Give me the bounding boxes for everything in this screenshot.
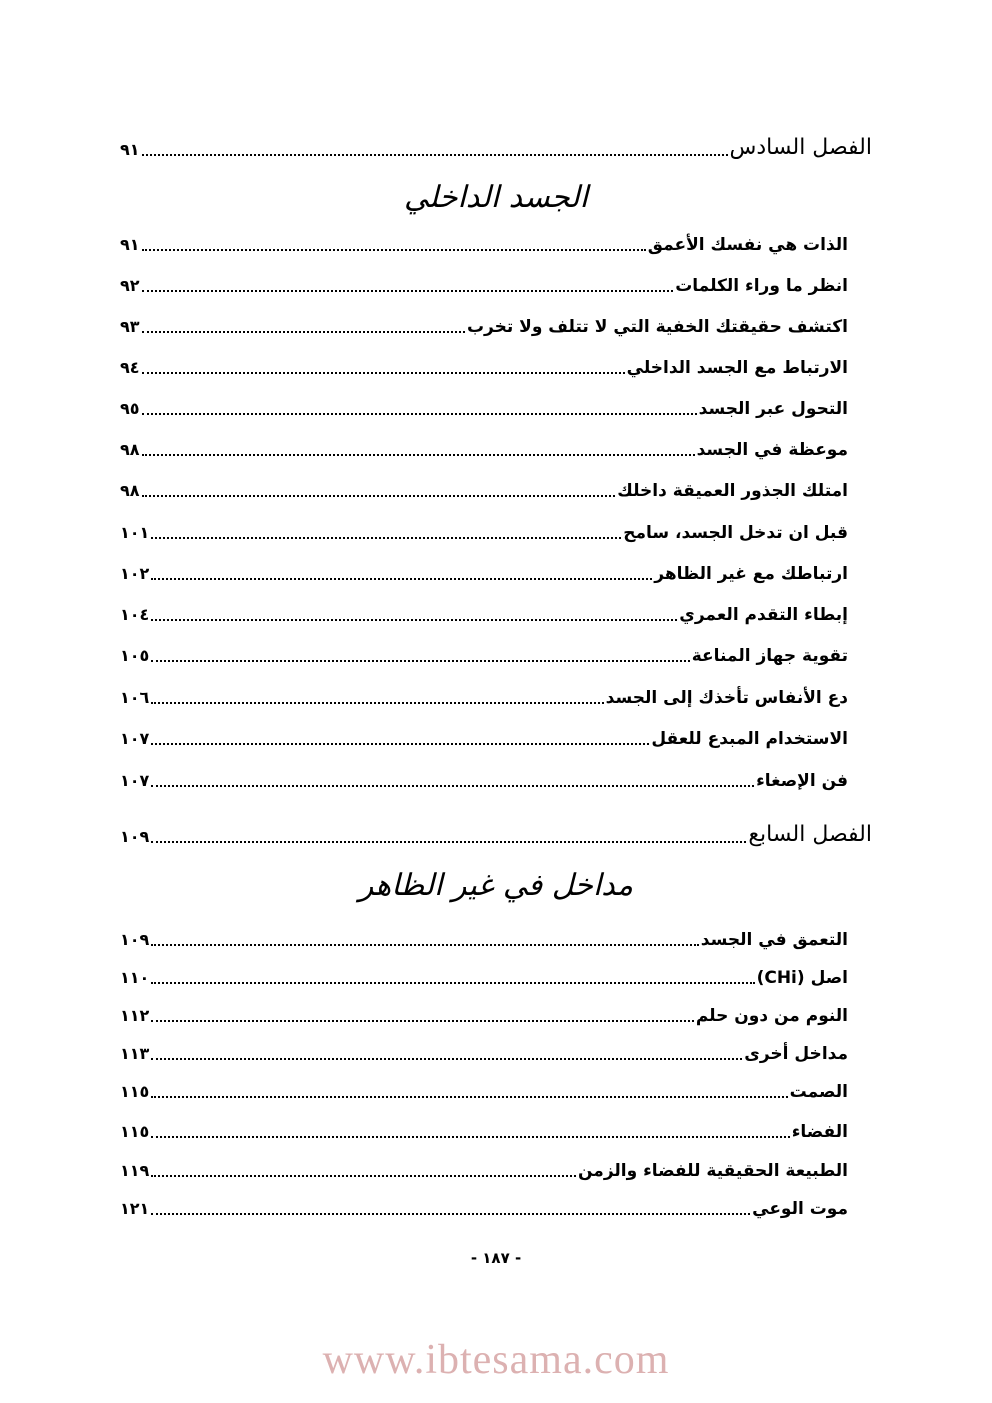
entry-page: ١٠٥ — [120, 646, 150, 665]
entry-title: فن الإصغاء — [756, 771, 848, 791]
dot-leader — [151, 536, 621, 539]
entry-page: ٩٢ — [120, 276, 140, 295]
entry-title: موعظة في الجسد — [696, 440, 848, 460]
chapter-6-heading: الجسد الداخلي — [404, 180, 588, 215]
entry-title: الصمت — [789, 1082, 848, 1102]
chapter-6-page: ٩١ — [120, 140, 140, 159]
entry-page: ١٠٢ — [120, 564, 150, 583]
entry-title: اصل (CHi) — [756, 968, 848, 988]
dot-leader — [151, 1174, 576, 1177]
entry-title: إبطاء التقدم العمري — [679, 605, 848, 625]
toc-entry — [120, 308, 848, 338]
toc-entry — [120, 1190, 848, 1220]
entry-title: النوم من دون حلم — [695, 1006, 848, 1026]
dot-leader — [142, 412, 697, 415]
entry-page: ١٠٤ — [120, 605, 150, 624]
entry-title: الطبيعة الحقيقية للفضاء والزمن — [578, 1161, 848, 1181]
toc-entry — [120, 637, 848, 667]
entry-page: ١٢١ — [120, 1199, 150, 1218]
entry-page: ١٠٧ — [120, 771, 150, 790]
dot-leader — [142, 371, 625, 374]
dot-leader — [151, 1019, 694, 1022]
dot-leader — [142, 453, 695, 456]
entry-title: اكتشف حقيقتك الخفية التي لا تتلف ولا تخرب — [466, 317, 848, 337]
dot-leader — [151, 1135, 789, 1138]
toc-entry — [120, 921, 848, 951]
dot-leader — [151, 618, 677, 621]
dot-leader — [151, 1212, 750, 1215]
entry-page: ٩١ — [120, 235, 140, 254]
chapter-7-page: ١٠٩ — [120, 827, 150, 846]
dot-leader — [142, 494, 616, 497]
toc-entry — [120, 762, 848, 792]
toc-entry — [120, 1073, 848, 1103]
toc-entry — [120, 349, 848, 379]
toc-entry — [120, 720, 848, 750]
toc-entry — [120, 596, 848, 626]
entry-page: ١١٥ — [120, 1082, 150, 1101]
entry-title: دع الأنفاس تأخذك إلى الجسد — [605, 688, 848, 708]
dot-leader — [142, 153, 728, 156]
entry-title: الاستخدام المبدع للعقل — [651, 729, 848, 749]
dot-leader — [151, 1095, 787, 1098]
entry-page: ٩٣ — [120, 317, 140, 336]
entry-page: ٩٨ — [120, 440, 140, 459]
entry-title: الارتباط مع الجسد الداخلي — [626, 358, 848, 378]
entry-title: ارتباطك مع غير الظاهر — [654, 564, 848, 584]
toc-entry — [120, 997, 848, 1027]
entry-page: ١١٥ — [120, 1122, 150, 1141]
dot-leader — [151, 659, 689, 662]
toc-entry — [120, 431, 848, 461]
toc-entry — [120, 1113, 848, 1143]
entry-page: ١٠٧ — [120, 729, 150, 748]
entry-page: ٩٤ — [120, 358, 140, 377]
entry-page: ١١٩ — [120, 1161, 150, 1180]
toc-entry — [120, 679, 848, 709]
dot-leader — [142, 289, 674, 292]
chapter-6-row — [120, 131, 872, 161]
dot-leader — [151, 981, 754, 984]
toc-entry — [120, 959, 848, 989]
entry-title: تقوية جهاز المناعة — [691, 646, 848, 666]
page-number: - ١٨٧ - — [470, 1249, 522, 1267]
dot-leader — [151, 701, 603, 704]
entry-title: الفضاء — [791, 1122, 848, 1142]
toc-entry — [120, 390, 848, 420]
dot-leader — [151, 577, 652, 580]
dot-leader — [151, 1057, 742, 1060]
dot-leader — [151, 840, 746, 843]
entry-title: التحول عبر الجسد — [698, 399, 848, 419]
dot-leader — [142, 248, 646, 251]
chapter-6-label: الفصل السادس — [729, 135, 872, 160]
watermark-url: www.ibtesama.com — [322, 1337, 670, 1383]
dot-leader — [151, 943, 698, 946]
entry-title: التعمق في الجسد — [700, 930, 848, 950]
entry-title: قبل ان تدخل الجسد، سامح — [623, 523, 848, 543]
entry-title: موت الوعي — [752, 1199, 848, 1219]
toc-entry — [120, 472, 848, 502]
chapter-7-label: الفصل السابع — [748, 822, 872, 847]
entry-title: امتلك الجذور العميقة داخلك — [617, 481, 848, 501]
toc-entry — [120, 514, 848, 544]
chapter-7-row — [120, 818, 872, 848]
toc-entry — [120, 226, 848, 256]
toc-entry — [120, 1152, 848, 1182]
entry-title: الذات هي نفسك الأعمق — [647, 235, 848, 255]
toc-entry — [120, 1035, 848, 1065]
chapter-7-heading: مداخل في غير الظاهر — [358, 868, 634, 903]
entry-page: ١١٠ — [120, 968, 150, 987]
dot-leader — [151, 742, 649, 745]
entry-page: ١٠٩ — [120, 930, 150, 949]
entry-page: ١١٢ — [120, 1006, 150, 1025]
entry-page: ١٠١ — [120, 523, 150, 542]
entry-page: ١١٣ — [120, 1044, 150, 1063]
toc-entry — [120, 267, 848, 297]
entry-page: ١٠٦ — [120, 688, 150, 707]
entry-page: ٩٥ — [120, 399, 140, 418]
entry-title: انظر ما وراء الكلمات — [675, 276, 848, 296]
entry-title: مداخل أخرى — [744, 1044, 848, 1064]
dot-leader — [151, 784, 754, 787]
toc-entry — [120, 555, 848, 585]
entry-page: ٩٨ — [120, 481, 140, 500]
dot-leader — [142, 330, 465, 333]
